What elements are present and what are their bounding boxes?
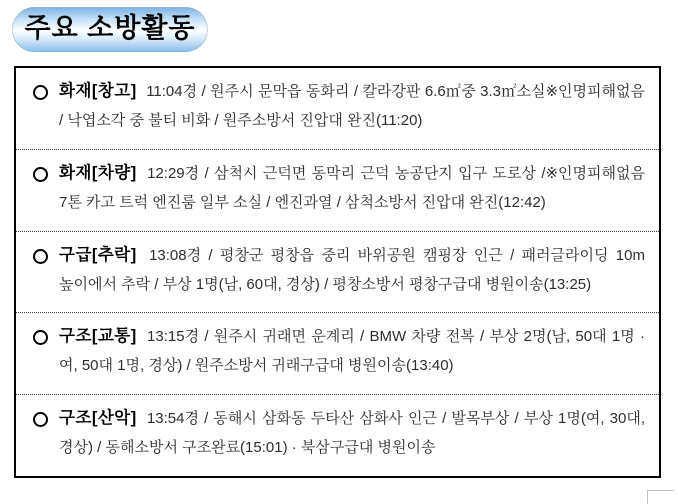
circle-bullet-icon [33, 249, 48, 264]
incident-category: 구조[교통] [59, 327, 137, 346]
corner-artifact [647, 490, 674, 504]
page-title-badge [12, 7, 208, 52]
circle-bullet-icon [33, 167, 48, 182]
incident-text [32, 241, 645, 299]
incident-text [32, 322, 645, 380]
incident-text [32, 159, 645, 217]
incident-item-rescue-mountain [16, 394, 659, 476]
casualty-note: ※인명피해없음 [545, 164, 645, 182]
circle-bullet-icon [33, 330, 48, 345]
incident-description: 12:29경 / 삼척시 근덕면 동막리 근덕 농공단지 입구 도로상 / 7톤 카고 트럭 엔진룸 일부 소실 / 엔진과열 / 삼척소방서 진압대 완진(12:42) [59, 164, 546, 211]
incident-text [32, 77, 645, 135]
incident-category: 구조[산악] [59, 409, 137, 428]
incident-item-ems-fall [16, 231, 659, 313]
incident-description: 11:04경 / 원주시 문막읍 동화리 / 칼라강판 6.6㎡중 3.3㎡소실 / 낙엽소각 중 불티 비화 / 원주소방서 진압대 완진(11:20) [59, 83, 546, 129]
incident-description: 13:08경 / 평창군 평창읍 중리 바위공원 캠핑장 인근 / 패러글라이딩 10m 높이에서 추락 / 부상 1명(남, 60대, 경상) / 평창소방서 평창구급대 병원이송(13:25) [59, 246, 645, 293]
incident-category: 구급[추락] [59, 245, 137, 264]
incident-list-box [14, 66, 661, 478]
page-title: 주요 소방활동 [24, 13, 196, 43]
casualty-note: ※인명피해없음 [545, 83, 645, 100]
incident-text [32, 404, 645, 462]
incident-description: 13:15경 / 원주시 귀래면 운계리 / BMW 차량 전복 / 부상 2명(남, 50대 1명 · 여, 50대 1명, 경상) / 원주소방서 귀래구급대 병원이송(13:40) [59, 328, 645, 375]
incident-description: 13:54경 / 동해시 삼화동 두타산 삼화사 인근 / 발목부상 / 부상 1명(여, 30대, 경상) / 동해소방서 구조완료(15:01) · 북삼구급대 병원이송 [59, 410, 646, 457]
incident-item-rescue-traffic [16, 312, 659, 394]
circle-bullet-icon [33, 412, 48, 427]
circle-bullet-icon [33, 85, 48, 100]
incident-item-fire-warehouse [16, 68, 659, 149]
incident-category: 화재[차량] [59, 163, 137, 182]
incident-item-fire-vehicle [16, 149, 659, 231]
incident-category: 화재[창고] [59, 82, 137, 100]
